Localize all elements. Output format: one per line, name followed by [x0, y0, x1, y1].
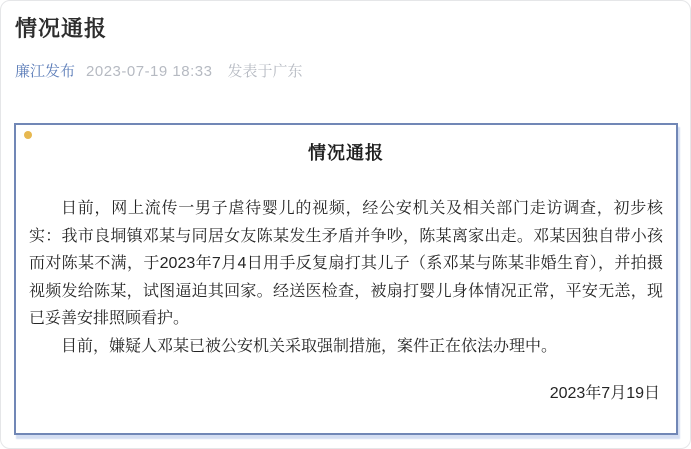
publish-location: 发表于广东	[227, 63, 303, 80]
notice-date: 2023年7月19日	[549, 385, 660, 402]
notice-title: 情况通报	[308, 143, 384, 163]
publisher-link[interactable]: 廉江发布	[15, 63, 76, 80]
notice-box	[14, 123, 678, 435]
page-title: 情况通报	[15, 16, 108, 41]
gold-dot-icon	[24, 131, 32, 139]
publish-timestamp: 2023-07-19 18:33	[86, 63, 213, 80]
notice-paragraph: 目前，嫌疑人邓某已被公安机关采取强制措施，案件正在依法办理中。	[61, 337, 558, 355]
article-meta	[1, 63, 690, 81]
notice-paragraph: 日前，网上流传一男子虐待婴儿的视频，经公安机关及相关部门走访调查，初步核实：我市良垌镇邓某与同居女友陈某发生矛盾并争吵，陈某离家出走。邓某因独自带小孩而对陈某不满，于2023年7月4日用手反复扇打其儿子（系邓某与陈某非婚生育），并拍摄视频发给陈某，试图逼迫其回家。经送医检查，被扇打婴儿身体情况正常，平安无恙，现已妥善安排照顾看护。	[29, 200, 663, 327]
